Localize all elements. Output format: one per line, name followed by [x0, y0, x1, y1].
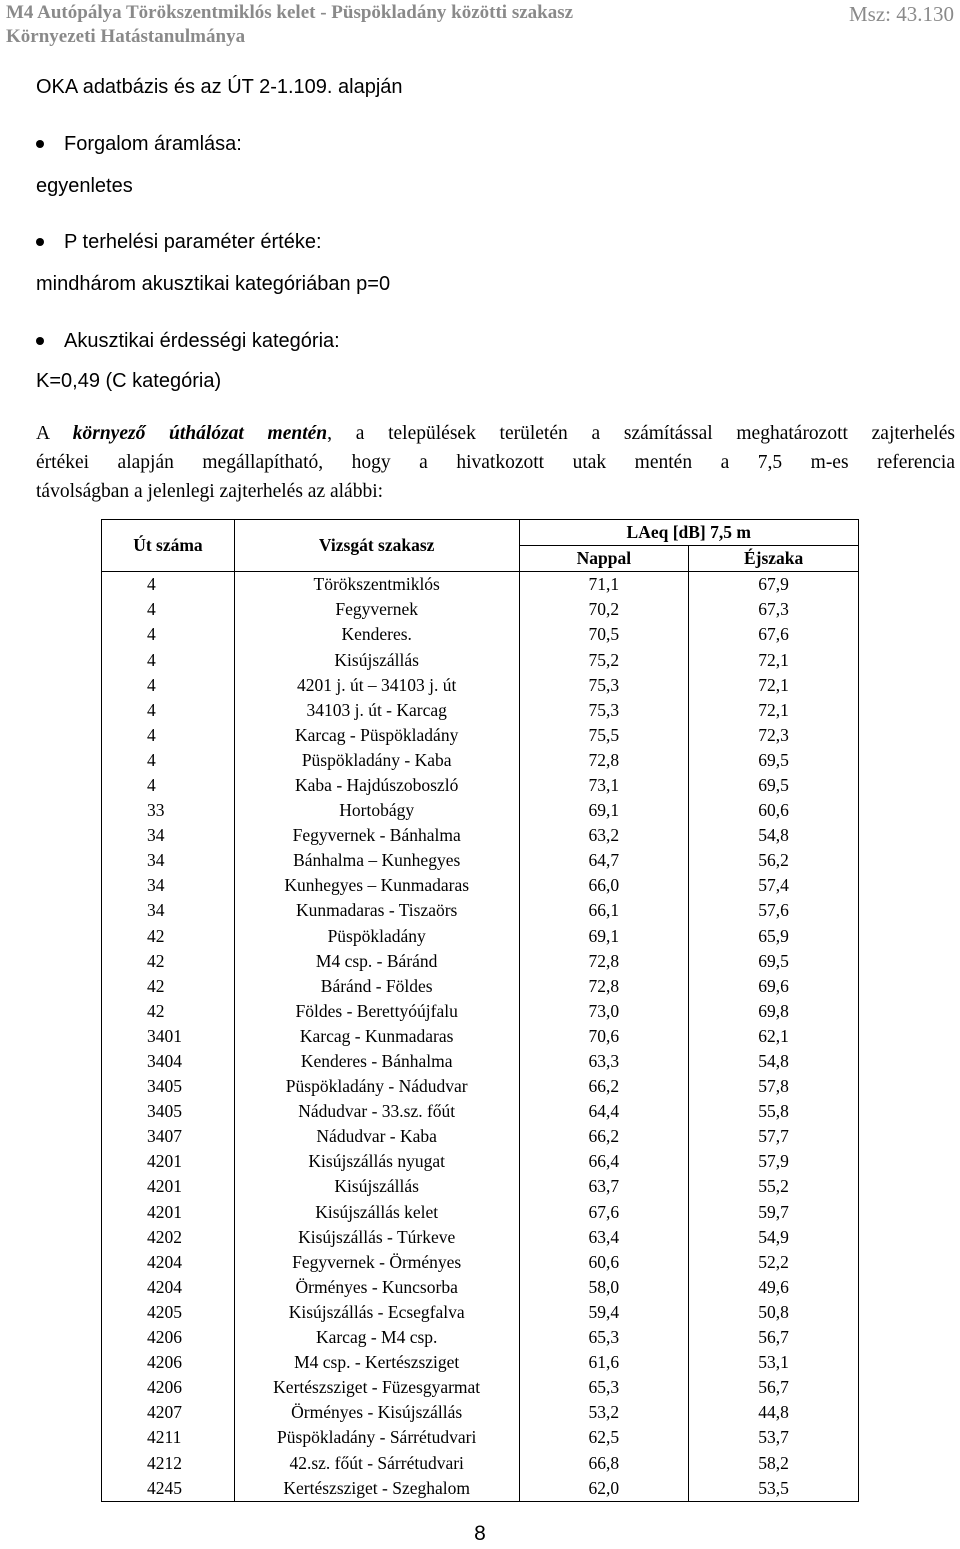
road-number-cell: 4 [102, 673, 235, 698]
section-cell: Püspökladány - Sárrétudvari [234, 1425, 519, 1450]
section-cell: Örményes - Kuncsorba [234, 1275, 519, 1300]
night-value-cell: 54,8 [689, 823, 859, 848]
table-row [102, 1400, 859, 1425]
paragraph-line [36, 419, 955, 448]
paragraph-text: , a települések területén a számítással meghatározott zajterhelés [327, 423, 956, 444]
section-cell: Karcag - Kunmadaras [234, 1024, 519, 1049]
road-number-cell: 3401 [102, 1024, 235, 1049]
night-value-cell: 69,5 [689, 748, 859, 773]
night-value-cell: 57,8 [689, 1074, 859, 1099]
table-row [102, 999, 859, 1024]
table-row [102, 1099, 859, 1124]
night-value-cell: 60,6 [689, 798, 859, 823]
day-value-cell: 63,3 [519, 1049, 689, 1074]
table-row [102, 622, 859, 647]
table-row [102, 798, 859, 823]
bullet-icon [36, 238, 44, 246]
night-value-cell: 65,9 [689, 924, 859, 949]
road-number-cell: 3407 [102, 1124, 235, 1149]
section-cell: M4 csp. - Kertészsziget [234, 1350, 519, 1375]
table-row [102, 773, 859, 798]
col-header-road: Út száma [102, 520, 235, 572]
page-number: 8 [474, 1522, 486, 1545]
section-cell: Kisújszállás [234, 1174, 519, 1199]
header-subtitle: Környezeti Hatástanulmánya [6, 26, 246, 47]
day-value-cell: 59,4 [519, 1300, 689, 1325]
section-cell: Kisújszállás nyugat [234, 1149, 519, 1174]
table-row [102, 723, 859, 748]
col-header-day: Nappal [519, 546, 689, 572]
bullet-label: Forgalom áramlása: [64, 133, 242, 155]
road-number-cell: 4 [102, 597, 235, 622]
section-cell: Nádudvar - Kaba [234, 1124, 519, 1149]
night-value-cell: 57,7 [689, 1124, 859, 1149]
table-row [102, 1225, 859, 1250]
section-cell: Nádudvar - 33.sz. főút [234, 1099, 519, 1124]
road-number-cell: 4 [102, 723, 235, 748]
day-value-cell: 70,5 [519, 622, 689, 647]
road-number-cell: 4212 [102, 1450, 235, 1475]
header-doc-number: Msz: 43.130 [849, 2, 954, 26]
table-row [102, 823, 859, 848]
table-row [102, 1375, 859, 1400]
road-number-cell: 4206 [102, 1375, 235, 1400]
day-value-cell: 65,3 [519, 1325, 689, 1350]
night-value-cell: 56,7 [689, 1375, 859, 1400]
table-row [102, 898, 859, 923]
night-value-cell: 69,6 [689, 974, 859, 999]
day-value-cell: 62,0 [519, 1476, 689, 1502]
road-number-cell: 4207 [102, 1400, 235, 1425]
table-row [102, 1425, 859, 1450]
table-row [102, 1024, 859, 1049]
day-value-cell: 60,6 [519, 1250, 689, 1275]
road-number-cell: 34 [102, 898, 235, 923]
header-title: M4 Autópálya Törökszentmiklós kelet - Püspökladány közötti szakasz [6, 2, 574, 23]
day-value-cell: 62,5 [519, 1425, 689, 1450]
table-body [102, 572, 859, 1501]
table-row [102, 1250, 859, 1275]
road-number-cell: 34 [102, 823, 235, 848]
night-value-cell: 55,2 [689, 1174, 859, 1199]
table-row [102, 1325, 859, 1350]
bullet-value: egyenletes [36, 175, 133, 197]
section-cell: Fegyvernek [234, 597, 519, 622]
night-value-cell: 55,8 [689, 1099, 859, 1124]
road-number-cell: 42 [102, 974, 235, 999]
section-cell: Örményes - Kisújszállás [234, 1400, 519, 1425]
section-cell: Kenderes - Bánhalma [234, 1049, 519, 1074]
road-number-cell: 34 [102, 873, 235, 898]
bullet-value: K=0,49 (C kategória) [36, 370, 222, 392]
road-number-cell: 4211 [102, 1425, 235, 1450]
night-value-cell: 72,3 [689, 723, 859, 748]
day-value-cell: 75,3 [519, 673, 689, 698]
day-value-cell: 58,0 [519, 1275, 689, 1300]
road-number-cell: 34 [102, 848, 235, 873]
section-cell: Püspökladány [234, 924, 519, 949]
bullet-value: mindhárom akusztikai kategóriában p=0 [36, 273, 391, 295]
section-cell: Kenderes. [234, 622, 519, 647]
section-cell: Báránd - Földes [234, 974, 519, 999]
night-value-cell: 57,9 [689, 1149, 859, 1174]
col-header-laeq: LAeq [dB] 7,5 m [519, 520, 859, 546]
section-cell: Kisújszállás [234, 647, 519, 672]
road-number-cell: 4204 [102, 1275, 235, 1300]
table-row [102, 1200, 859, 1225]
table-row [102, 1174, 859, 1199]
road-number-cell: 33 [102, 798, 235, 823]
road-number-cell: 4201 [102, 1149, 235, 1174]
day-value-cell: 75,5 [519, 723, 689, 748]
table-row [102, 1275, 859, 1300]
night-value-cell: 72,1 [689, 673, 859, 698]
day-value-cell: 63,4 [519, 1225, 689, 1250]
section-cell: Fegyvernek - Bánhalma [234, 823, 519, 848]
night-value-cell: 50,8 [689, 1300, 859, 1325]
road-number-cell: 4206 [102, 1350, 235, 1375]
road-number-cell: 42 [102, 924, 235, 949]
road-number-cell: 42 [102, 999, 235, 1024]
road-number-cell: 42 [102, 949, 235, 974]
night-value-cell: 58,2 [689, 1450, 859, 1475]
day-value-cell: 73,1 [519, 773, 689, 798]
bullet-icon [36, 337, 44, 345]
day-value-cell: 63,7 [519, 1174, 689, 1199]
day-value-cell: 72,8 [519, 974, 689, 999]
day-value-cell: 67,6 [519, 1200, 689, 1225]
section-cell: Kunhegyes – Kunmadaras [234, 873, 519, 898]
day-value-cell: 72,8 [519, 949, 689, 974]
table-row [102, 1049, 859, 1074]
night-value-cell: 72,1 [689, 698, 859, 723]
day-value-cell: 66,4 [519, 1149, 689, 1174]
table-row [102, 597, 859, 622]
section-cell: 4201 j. út – 34103 j. út [234, 673, 519, 698]
night-value-cell: 67,3 [689, 597, 859, 622]
table-row [102, 1476, 859, 1502]
road-number-cell: 4 [102, 572, 235, 598]
section-cell: Kisújszállás - Ecsegfalva [234, 1300, 519, 1325]
section-cell: Karcag - M4 csp. [234, 1325, 519, 1350]
night-value-cell: 57,6 [689, 898, 859, 923]
night-value-cell: 56,7 [689, 1325, 859, 1350]
night-value-cell: 69,8 [689, 999, 859, 1024]
page-header [0, 0, 960, 48]
road-number-cell: 4 [102, 698, 235, 723]
night-value-cell: 57,4 [689, 873, 859, 898]
noise-table [101, 519, 859, 1502]
day-value-cell: 73,0 [519, 999, 689, 1024]
night-value-cell: 53,1 [689, 1350, 859, 1375]
road-number-cell: 4205 [102, 1300, 235, 1325]
day-value-cell: 66,2 [519, 1124, 689, 1149]
section-cell: Fegyvernek - Örményes [234, 1250, 519, 1275]
day-value-cell: 69,1 [519, 924, 689, 949]
day-value-cell: 75,3 [519, 698, 689, 723]
table-row [102, 1350, 859, 1375]
table-row [102, 974, 859, 999]
night-value-cell: 53,7 [689, 1425, 859, 1450]
night-value-cell: 44,8 [689, 1400, 859, 1425]
section-cell: Földes - Berettyóújfalu [234, 999, 519, 1024]
road-number-cell: 4 [102, 622, 235, 647]
night-value-cell: 59,7 [689, 1200, 859, 1225]
table-row [102, 748, 859, 773]
section-cell: Hortobágy [234, 798, 519, 823]
night-value-cell: 67,9 [689, 572, 859, 598]
night-value-cell: 69,5 [689, 949, 859, 974]
day-value-cell: 71,1 [519, 572, 689, 598]
road-number-cell: 4 [102, 647, 235, 672]
day-value-cell: 63,2 [519, 823, 689, 848]
section-cell: Kertészsziget - Füzesgyarmat [234, 1375, 519, 1400]
section-cell: Kaba - Hajdúszoboszló [234, 773, 519, 798]
road-number-cell: 3405 [102, 1099, 235, 1124]
night-value-cell: 53,5 [689, 1476, 859, 1502]
road-number-cell: 4 [102, 773, 235, 798]
section-cell: Bánhalma – Kunhegyes [234, 848, 519, 873]
table-row [102, 1450, 859, 1475]
day-value-cell: 65,3 [519, 1375, 689, 1400]
col-header-night: Éjszaka [689, 546, 859, 572]
paragraph-prefix: A [36, 423, 73, 444]
day-value-cell: 53,2 [519, 1400, 689, 1425]
section-cell: Püspökladány - Kaba [234, 748, 519, 773]
day-value-cell: 70,6 [519, 1024, 689, 1049]
table-row [102, 1074, 859, 1099]
paragraph-line: távolságban a jelenlegi zajterhelés az alábbi: [36, 481, 384, 502]
body-paragraph [36, 419, 955, 506]
night-value-cell: 69,5 [689, 773, 859, 798]
table-row [102, 572, 859, 598]
bullet-label: Akusztikai érdességi kategória: [64, 330, 340, 352]
night-value-cell: 49,6 [689, 1275, 859, 1300]
road-number-cell: 4 [102, 748, 235, 773]
road-number-cell: 4204 [102, 1250, 235, 1275]
night-value-cell: 67,6 [689, 622, 859, 647]
section-cell: Törökszentmiklós [234, 572, 519, 598]
day-value-cell: 66,0 [519, 873, 689, 898]
section-cell: Kisújszállás kelet [234, 1200, 519, 1225]
section-cell: Püspökladány - Nádudvar [234, 1074, 519, 1099]
section-cell: M4 csp. - Báránd [234, 949, 519, 974]
table-row [102, 1149, 859, 1174]
table-row [102, 647, 859, 672]
day-value-cell: 64,4 [519, 1099, 689, 1124]
table-row [102, 698, 859, 723]
intro-line: OKA adatbázis és az ÚT 2-1.109. alapján [36, 76, 403, 98]
day-value-cell: 72,8 [519, 748, 689, 773]
night-value-cell: 72,1 [689, 647, 859, 672]
table-row [102, 949, 859, 974]
day-value-cell: 64,7 [519, 848, 689, 873]
table-row [102, 848, 859, 873]
road-number-cell: 3405 [102, 1074, 235, 1099]
bullet-label: P terhelési paraméter értéke: [64, 231, 322, 253]
night-value-cell: 54,9 [689, 1225, 859, 1250]
night-value-cell: 56,2 [689, 848, 859, 873]
section-cell: Kertészsziget - Szeghalom [234, 1476, 519, 1502]
section-cell: 42.sz. főút - Sárrétudvari [234, 1450, 519, 1475]
table-row [102, 1300, 859, 1325]
table-row [102, 1124, 859, 1149]
night-value-cell: 62,1 [689, 1024, 859, 1049]
section-cell: Karcag - Püspökladány [234, 723, 519, 748]
road-number-cell: 4201 [102, 1174, 235, 1199]
section-cell: Kisújszállás - Túrkeve [234, 1225, 519, 1250]
day-value-cell: 69,1 [519, 798, 689, 823]
section-cell: 34103 j. út - Karcag [234, 698, 519, 723]
road-number-cell: 4202 [102, 1225, 235, 1250]
section-cell: Kunmadaras - Tiszaörs [234, 898, 519, 923]
road-number-cell: 4206 [102, 1325, 235, 1350]
bullet-icon [36, 140, 44, 148]
day-value-cell: 61,6 [519, 1350, 689, 1375]
table-row [102, 873, 859, 898]
night-value-cell: 54,8 [689, 1049, 859, 1074]
table-row [102, 924, 859, 949]
paragraph-emphasis: környező úthálózat mentén [72, 423, 328, 444]
col-header-section: Vizsgát szakasz [234, 520, 519, 572]
day-value-cell: 66,1 [519, 898, 689, 923]
night-value-cell: 52,2 [689, 1250, 859, 1275]
road-number-cell: 3404 [102, 1049, 235, 1074]
day-value-cell: 70,2 [519, 597, 689, 622]
road-number-cell: 4245 [102, 1476, 235, 1502]
day-value-cell: 66,2 [519, 1074, 689, 1099]
paragraph-line: értékei alapján megállapítható, hogy a hivatkozott utak mentén a 7,5 m-es referencia [36, 452, 955, 473]
day-value-cell: 66,8 [519, 1450, 689, 1475]
table-row [102, 673, 859, 698]
day-value-cell: 75,2 [519, 647, 689, 672]
road-number-cell: 4201 [102, 1200, 235, 1225]
